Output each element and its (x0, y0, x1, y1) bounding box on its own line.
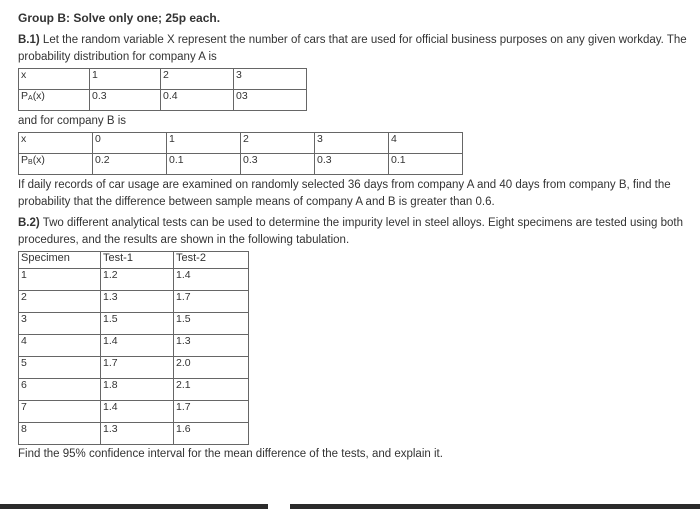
b2-text: Two different analytical tests can be used to determine the impurity level in steel alloys. Eight specimens are tested using both procedures, and the results are shown in the following tabulation. (18, 217, 684, 246)
table-cell: 0.1 (389, 154, 463, 175)
p-suffix: (x) (32, 90, 45, 102)
table-cell: 1.4 (174, 269, 249, 291)
table-cell: 0.2 (93, 154, 167, 175)
company-b-distribution-table (18, 132, 463, 175)
table-cell: 8 (19, 423, 101, 445)
table-cell: 2 (241, 133, 315, 154)
column-header: Test-1 (101, 252, 174, 269)
table-cell: 1.7 (174, 401, 249, 423)
b1-text: Let the random variable X represent the number of cars that are used for official business purposes on any given workday. The probability distribution for company A is (18, 34, 687, 63)
table-cell: 0.3 (315, 154, 389, 175)
b2-label: B.2) (18, 217, 40, 229)
table-cell: 0.4 (161, 90, 234, 111)
b1-label: B.1) (18, 34, 40, 46)
table-cell: 1.4 (101, 335, 174, 357)
p-label-cell (19, 90, 90, 111)
table-cell: 1.6 (174, 423, 249, 445)
table-header-row (19, 252, 249, 269)
table-cell: 1.5 (174, 313, 249, 335)
table-row (19, 90, 307, 111)
table-cell: 1.4 (101, 401, 174, 423)
table-cell: 1 (19, 269, 101, 291)
b1-paragraph (18, 32, 688, 66)
specimen-tests-table (18, 251, 249, 445)
table-cell: 1.2 (101, 269, 174, 291)
table-row (19, 423, 249, 445)
table-row (19, 291, 249, 313)
company-a-distribution-table (18, 68, 307, 111)
table-row (19, 269, 249, 291)
table-row (19, 69, 307, 90)
table-cell: 2.1 (174, 379, 249, 401)
table-row (19, 401, 249, 423)
table-cell: 0.3 (241, 154, 315, 175)
problem-sheet (18, 10, 688, 463)
b2-paragraph (18, 215, 688, 249)
between-text: and for company B is (18, 115, 127, 127)
table-cell: 1.3 (101, 291, 174, 313)
table-cell: 1.7 (101, 357, 174, 379)
b1-after-text: If daily records of car usage are examined on randomly selected 36 days from company A and 40 days from company B, find the probability that the difference between sample means of company A and B is greater than 0.6. (18, 179, 671, 208)
p-symbol: P (21, 90, 29, 102)
table-cell: 5 (19, 357, 101, 379)
table-cell: 1 (90, 69, 161, 90)
p-label-cell (19, 154, 93, 175)
table-cell: 3 (234, 69, 307, 90)
table-cell: 1.3 (174, 335, 249, 357)
p-subscript: B (28, 159, 33, 166)
table-cell: 3 (315, 133, 389, 154)
table-cell: 7 (19, 401, 101, 423)
table-cell: 0.1 (167, 154, 241, 175)
table-cell: 03 (234, 90, 307, 111)
table-row (19, 133, 463, 154)
table-cell: 2 (161, 69, 234, 90)
b2-question: Find the 95% confidence interval for the mean difference of the tests, and explain it. (18, 448, 443, 460)
table-row (19, 154, 463, 175)
bottom-divider (0, 504, 700, 509)
table-cell: 4 (389, 133, 463, 154)
p-symbol: P (21, 154, 29, 166)
table-cell: 0.3 (90, 90, 161, 111)
p-subscript: A (28, 95, 33, 102)
x-label-cell: x (19, 69, 90, 90)
column-header: Specimen (19, 252, 101, 269)
table-cell: 2.0 (174, 357, 249, 379)
table-cell: 4 (19, 335, 101, 357)
table-cell: 1 (167, 133, 241, 154)
group-heading: Group B: Solve only one; 25p each. (18, 11, 221, 25)
table-cell: 1.7 (174, 291, 249, 313)
table-cell: 1.3 (101, 423, 174, 445)
table-cell: 1.5 (101, 313, 174, 335)
table-cell: 6 (19, 379, 101, 401)
column-header: Test-2 (174, 252, 249, 269)
p-suffix: (x) (32, 154, 45, 166)
x-label-cell: x (19, 133, 93, 154)
bottom-divider-gap (268, 504, 290, 509)
table-row (19, 379, 249, 401)
table-row (19, 335, 249, 357)
table-cell: 3 (19, 313, 101, 335)
table-cell: 2 (19, 291, 101, 313)
table-row (19, 357, 249, 379)
table-row (19, 313, 249, 335)
table-cell: 0 (93, 133, 167, 154)
table-cell: 1.8 (101, 379, 174, 401)
